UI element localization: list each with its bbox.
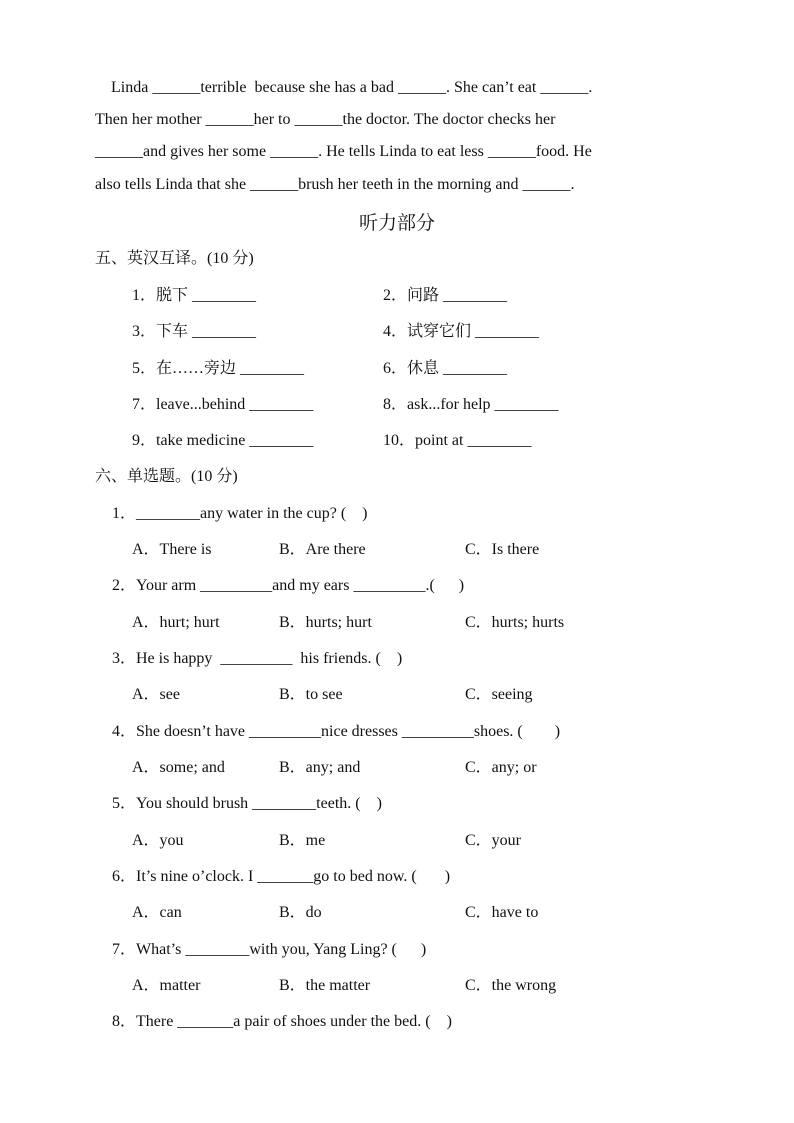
vocab-item: 9．take medicine ________ bbox=[132, 432, 314, 449]
vocab-item: 6．休息 ________ bbox=[383, 360, 508, 377]
option-a: A．hurt; hurt bbox=[132, 614, 220, 631]
section-5-heading: 五、英汉互译。(10 分) bbox=[95, 250, 254, 267]
vocab-item: 8．ask...for help ________ bbox=[383, 396, 559, 413]
passage-line: ______and gives her some ______. He tells Linda to eat less ______food. He bbox=[95, 143, 592, 160]
listening-section-title: 听力部分 bbox=[358, 213, 435, 234]
vocab-item: 2．问路 ________ bbox=[383, 287, 508, 304]
option-c: C．seeing bbox=[465, 686, 533, 703]
option-c: C．have to bbox=[465, 904, 539, 921]
option-b: B．the matter bbox=[279, 977, 371, 994]
question-text: 3．He is happy _________ his friends. ( ) bbox=[112, 650, 403, 667]
question-text: 5．You should brush ________teeth. ( ) bbox=[112, 795, 382, 812]
question-text: 8．There _______a pair of shoes under the bed. ( ) bbox=[112, 1013, 452, 1030]
question-text: 7．What’s ________with you, Yang Ling? ( ) bbox=[112, 941, 427, 958]
vocab-item: 3．下车 ________ bbox=[132, 323, 257, 340]
option-b: B．do bbox=[279, 904, 322, 921]
option-b: B．Are there bbox=[279, 541, 366, 558]
section-6-heading: 六、单选题。(10 分) bbox=[95, 468, 238, 485]
option-c: C．your bbox=[465, 832, 522, 849]
vocab-item: 1．脱下 ________ bbox=[132, 287, 257, 304]
option-c: C．any; or bbox=[465, 759, 537, 776]
question-text: 2．Your arm _________and my ears _________.( ) bbox=[112, 577, 465, 594]
option-b: B．me bbox=[279, 832, 326, 849]
option-c: C．the wrong bbox=[465, 977, 557, 994]
question-text: 1．________any water in the cup? ( ) bbox=[112, 505, 368, 522]
option-a: A．some; and bbox=[132, 759, 225, 776]
option-b: B．hurts; hurt bbox=[279, 614, 372, 631]
option-b: B．any; and bbox=[279, 759, 361, 776]
vocab-item: 4．试穿它们 ________ bbox=[383, 323, 540, 340]
option-c: C．Is there bbox=[465, 541, 540, 558]
vocab-item: 10．point at ________ bbox=[383, 432, 532, 449]
question-text: 4．She doesn’t have _________nice dresses _________shoes. ( ) bbox=[112, 723, 561, 740]
option-a: A．There is bbox=[132, 541, 212, 558]
passage-line: also tells Linda that she ______brush her teeth in the morning and ______. bbox=[95, 176, 575, 193]
vocab-item: 5．在……旁边 ________ bbox=[132, 360, 305, 377]
passage-line: Then her mother ______her to ______the doctor. The doctor checks her bbox=[95, 111, 556, 128]
option-c: C．hurts; hurts bbox=[465, 614, 565, 631]
option-b: B．to see bbox=[279, 686, 343, 703]
passage-line: Linda ______terrible because she has a bad ______. She can’t eat ______. bbox=[95, 79, 593, 96]
option-a: A．matter bbox=[132, 977, 201, 994]
option-a: A．see bbox=[132, 686, 180, 703]
vocab-item: 7．leave...behind ________ bbox=[132, 396, 314, 413]
question-text: 6．It’s nine o’clock. I _______go to bed now. ( ) bbox=[112, 868, 451, 885]
option-a: A．you bbox=[132, 832, 184, 849]
option-a: A．can bbox=[132, 904, 182, 921]
